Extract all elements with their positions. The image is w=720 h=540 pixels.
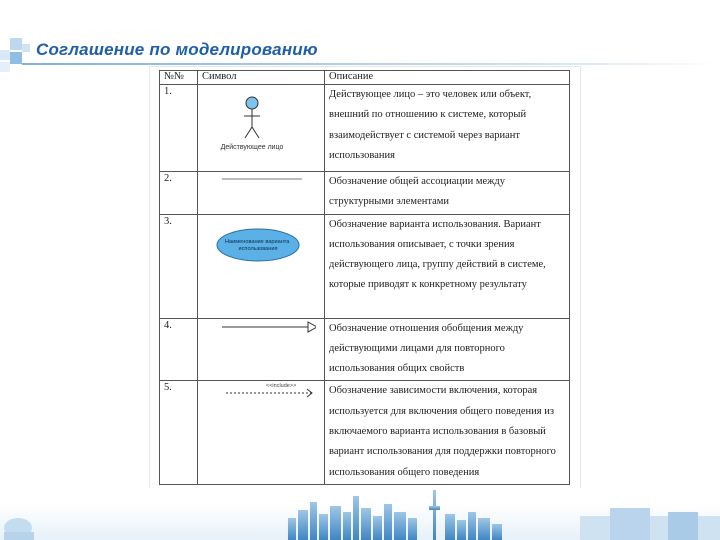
table-header-row	[160, 71, 570, 85]
row-number: 2.	[160, 172, 198, 215]
row-description: Обозначение отношения обобщения между действующими лицами для повторного использования общих свойств	[325, 318, 570, 381]
row-number: 4.	[160, 318, 198, 381]
row-number: 3.	[160, 214, 198, 318]
association-line-icon	[198, 172, 316, 210]
include-dependency-arrow-icon	[198, 381, 316, 481]
table-row	[160, 381, 570, 485]
actor-label: Действующее лицо	[220, 144, 284, 151]
row-description: Действующее лицо – это человек или объект, внешний по отношению к системе, который взаимодействует с системой через вариант использования	[325, 85, 570, 172]
notation-table	[159, 70, 570, 485]
symbol-cell	[198, 172, 325, 215]
table-row	[160, 172, 570, 215]
row-description: Обозначение общей ассоциации между структурными элементами	[325, 172, 570, 215]
symbol-cell	[198, 214, 325, 318]
table-row	[160, 214, 570, 318]
use-case-label-line: Наименование варианта	[225, 238, 290, 245]
use-case-ellipse-icon	[198, 215, 316, 315]
title-underline	[22, 63, 720, 65]
header-description: Описание	[325, 71, 570, 85]
row-description: Обозначение зависимости включения, которая используется для включения общего поведения из включаемого варианта использования в базовый вариант использования для поддержки повторного использования общего поведения	[325, 381, 570, 485]
symbol-cell	[198, 318, 325, 381]
symbol-cell	[198, 381, 325, 485]
header-number: №№	[160, 71, 198, 85]
use-case-label-line: использования	[238, 245, 278, 252]
city-skyline-icon	[0, 488, 720, 540]
table-row	[160, 85, 570, 172]
row-number: 5.	[160, 381, 198, 485]
row-number: 1.	[160, 85, 198, 172]
table-row	[160, 318, 570, 381]
header-symbol: Символ	[198, 71, 325, 85]
row-description: Обозначение варианта использования. Вариант использования описывает, с точки зрения действующего лица, группу действий в системе, которые приводят к конкретному результату	[325, 214, 570, 318]
footer-skyline-banner	[0, 488, 720, 540]
generalization-arrow-icon	[198, 319, 316, 377]
table-image-frame	[150, 67, 580, 492]
actor-icon	[198, 85, 316, 171]
page-title: Соглашение по моделированию	[36, 40, 318, 59]
symbol-cell	[198, 85, 325, 172]
include-label: <<include>>	[266, 383, 297, 390]
